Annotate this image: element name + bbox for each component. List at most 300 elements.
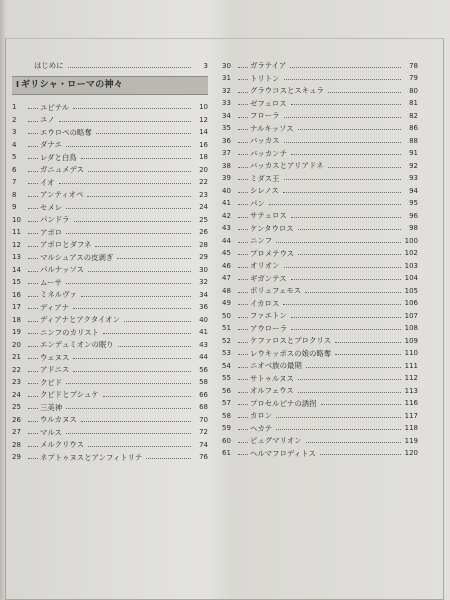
entry-title: バッカス — [250, 136, 280, 146]
dot-leader — [238, 429, 248, 430]
dot-leader — [124, 321, 191, 322]
toc-entry — [12, 324, 208, 337]
toc-entry — [222, 195, 418, 208]
dot-leader — [291, 104, 401, 105]
dot-leader — [276, 429, 401, 430]
entry-number: 37 — [222, 149, 231, 157]
toc-left-column — [12, 57, 208, 461]
entry-number: 45 — [222, 249, 231, 257]
entry-page: 25 — [199, 215, 208, 224]
dot-leader — [28, 296, 38, 297]
entry-title: イカロス — [250, 298, 280, 308]
entry-title: サテュロス — [250, 211, 287, 221]
entry-title: マルシュアスの皮剥ぎ — [40, 252, 114, 262]
toc-entry — [222, 95, 418, 108]
entry-title: ムーサ — [40, 277, 62, 287]
toc-entry — [12, 249, 208, 262]
entry-page: 68 — [199, 403, 208, 411]
dot-leader — [320, 454, 401, 455]
entry-page: 23 — [199, 190, 208, 199]
entry-number: 47 — [222, 274, 231, 282]
dot-leader — [81, 296, 191, 297]
dot-leader — [73, 108, 191, 109]
dot-leader — [283, 304, 401, 305]
entry-number: 22 — [12, 365, 21, 374]
dot-leader — [328, 92, 401, 93]
dot-leader — [88, 446, 191, 447]
entry-page: 70 — [199, 415, 208, 424]
entry-number: 53 — [222, 349, 231, 357]
entry-title: ダナエ — [40, 140, 62, 150]
entry-title: イオ — [40, 177, 55, 187]
toc-entry — [12, 399, 208, 412]
entry-number: 29 — [12, 453, 21, 461]
entry-title: レダと白鳥 — [40, 152, 77, 162]
dot-leader — [238, 92, 248, 93]
dot-leader — [284, 179, 401, 180]
entry-number: 31 — [222, 74, 231, 82]
entry-title: プロセルピナの誘拐 — [250, 398, 317, 408]
entry-title: プロメテウス — [250, 248, 295, 258]
dot-leader — [28, 146, 38, 147]
entry-page: 66 — [199, 390, 208, 399]
toc-entry — [222, 57, 418, 70]
entry-title: パンドラ — [40, 215, 70, 225]
dot-leader — [59, 183, 191, 184]
toc-entry — [222, 70, 418, 83]
entry-title: アポロとダフネ — [40, 240, 92, 250]
dot-leader — [28, 246, 38, 247]
toc-entry — [222, 295, 418, 308]
entry-page: 29 — [199, 253, 208, 261]
entry-title: バッカスとアリアドネ — [250, 161, 324, 171]
entry-number: 39 — [222, 174, 231, 182]
entry-page: 76 — [199, 453, 208, 461]
dot-leader — [238, 154, 248, 155]
dot-leader — [66, 433, 191, 434]
dot-leader — [328, 167, 401, 168]
toc-entry — [222, 432, 418, 445]
toc-entry — [12, 449, 208, 462]
entry-page: 82 — [409, 111, 418, 120]
dot-leader — [238, 329, 248, 330]
entry-number: 7 — [12, 178, 17, 186]
entry-number: 3 — [12, 128, 17, 136]
entry-title: ゼフュロス — [250, 98, 287, 108]
entry-title: アポロ — [40, 227, 63, 237]
entry-title: ヘルマフロディトス — [250, 448, 316, 458]
entry-page: 72 — [199, 428, 208, 436]
entry-title: ミダス王 — [250, 173, 280, 183]
entry-number: 41 — [222, 199, 231, 207]
entry-title: バッカンテ — [250, 148, 287, 158]
entry-number: 14 — [12, 265, 21, 274]
entry-page: 110 — [404, 349, 418, 357]
entry-number: 38 — [222, 161, 231, 170]
dot-leader — [96, 133, 191, 134]
entry-number: 42 — [222, 211, 231, 220]
dot-leader — [103, 396, 191, 397]
entry-page: 79 — [409, 74, 418, 82]
entry-number: 49 — [222, 299, 231, 307]
toc-entry — [12, 211, 208, 224]
dot-leader — [238, 342, 248, 343]
entry-title: ケファロスとプロクリス — [250, 336, 332, 346]
dot-leader — [238, 292, 248, 293]
toc-entry — [222, 120, 418, 133]
toc-right-column — [222, 57, 418, 457]
dot-leader — [28, 458, 38, 459]
dot-leader — [87, 196, 191, 197]
toc-entry — [222, 207, 418, 220]
dot-leader — [28, 333, 38, 334]
dot-leader — [117, 258, 191, 259]
dot-leader — [28, 321, 38, 322]
dot-leader — [238, 404, 248, 405]
entry-page: 18 — [199, 153, 208, 161]
entry-number: 6 — [12, 165, 17, 174]
entry-page: 119 — [404, 436, 418, 445]
entry-page: 117 — [404, 411, 418, 420]
entry-title: トリトン — [250, 73, 280, 83]
entry-page: 74 — [199, 440, 208, 449]
toc-entry — [222, 245, 418, 258]
entry-page: 91 — [409, 149, 418, 157]
entry-page: 104 — [404, 274, 418, 282]
dot-leader — [74, 221, 191, 222]
entry-number: 51 — [222, 324, 231, 332]
toc-entry — [12, 336, 208, 349]
dot-leader — [95, 246, 191, 247]
entry-title: ディアナとアクタイオン — [40, 315, 120, 325]
dot-leader — [66, 383, 191, 384]
entry-number: 55 — [222, 374, 231, 382]
dot-leader — [103, 333, 191, 334]
entry-page: 41 — [199, 328, 208, 336]
dot-leader — [298, 379, 401, 380]
entry-page: 120 — [404, 449, 418, 457]
dot-leader — [59, 121, 191, 122]
dot-leader — [28, 396, 38, 397]
entry-page: 78 — [409, 61, 418, 70]
dot-leader — [28, 433, 38, 434]
dot-leader — [238, 179, 248, 180]
entry-title: クピドとプシュケ — [40, 390, 99, 400]
entry-title: ヘカテ — [250, 423, 273, 433]
entry-number: 15 — [12, 278, 21, 286]
toc-entry — [222, 332, 418, 345]
dot-leader — [284, 142, 401, 143]
dot-leader — [276, 242, 401, 243]
dot-leader — [276, 417, 401, 418]
dot-leader — [298, 392, 401, 393]
toc-entry — [12, 199, 208, 212]
entry-title: メルクリウス — [40, 440, 84, 450]
toc-list-right — [222, 57, 418, 457]
entry-page: 88 — [409, 136, 418, 145]
dot-leader — [298, 254, 401, 255]
entry-title: クピド — [40, 377, 63, 387]
entry-number: 40 — [222, 186, 231, 195]
entry-page: 16 — [199, 140, 208, 149]
entry-number: 50 — [222, 311, 231, 320]
dot-leader — [283, 192, 401, 193]
entry-page: 116 — [404, 399, 418, 407]
entry-number: 61 — [222, 449, 231, 457]
dot-leader — [321, 404, 401, 405]
toc-entry — [12, 149, 208, 162]
entry-page: 22 — [199, 178, 208, 186]
entry-page: 86 — [409, 124, 418, 132]
dot-leader — [291, 217, 401, 218]
entry-page: 28 — [199, 240, 208, 249]
entry-number: 13 — [12, 253, 21, 261]
entry-page: 14 — [199, 128, 208, 136]
dot-leader — [238, 304, 248, 305]
intro-page: 3 — [203, 61, 208, 70]
dot-leader — [298, 229, 401, 230]
entry-title: パルナッソス — [40, 265, 85, 275]
dot-leader — [28, 283, 38, 284]
toc-entry — [222, 257, 418, 270]
toc-entry — [222, 382, 418, 395]
dot-leader — [28, 208, 38, 209]
toc-list-left — [12, 99, 208, 462]
entry-number: 21 — [12, 353, 21, 361]
dot-leader — [284, 117, 401, 118]
dot-leader — [238, 167, 248, 168]
entry-number: 24 — [12, 390, 21, 399]
entry-number: 43 — [222, 224, 231, 232]
toc-intro-entry — [12, 57, 208, 70]
entry-page: 43 — [199, 340, 208, 349]
toc-entry — [222, 170, 418, 183]
entry-page: 10 — [199, 103, 208, 111]
section-number: I — [16, 80, 19, 89]
toc-entry — [12, 274, 208, 287]
entry-number: 1 — [12, 103, 17, 111]
dot-leader — [238, 367, 248, 368]
dot-leader — [238, 204, 248, 205]
entry-title: セメレ — [40, 202, 63, 212]
toc-entry — [12, 136, 208, 149]
entry-title: エウロペの略奪 — [40, 127, 92, 137]
entry-number: 57 — [222, 399, 231, 407]
entry-page: 107 — [404, 311, 418, 320]
entry-number: 44 — [222, 236, 231, 245]
toc-entry — [222, 345, 418, 358]
dot-leader — [238, 254, 248, 255]
entry-number: 54 — [222, 361, 231, 370]
dot-leader — [238, 242, 248, 243]
dot-leader — [238, 454, 248, 455]
entry-page: 30 — [199, 265, 208, 274]
dot-leader — [284, 267, 402, 268]
entry-title: ケンタウロス — [250, 223, 294, 233]
dot-leader — [238, 142, 248, 143]
dot-leader — [28, 221, 38, 222]
toc-entry — [12, 299, 208, 312]
entry-number: 5 — [12, 153, 17, 161]
dot-leader — [28, 233, 38, 234]
entry-number: 48 — [222, 286, 231, 295]
dot-leader — [81, 158, 191, 159]
dot-leader — [28, 346, 38, 347]
entry-number: 46 — [222, 261, 231, 270]
toc-entry — [222, 395, 418, 408]
entry-number: 17 — [12, 303, 21, 311]
entry-number: 11 — [12, 228, 21, 236]
entry-number: 33 — [222, 99, 231, 107]
toc-entry — [12, 236, 208, 249]
entry-title: フローラ — [250, 111, 280, 121]
toc-entry — [222, 420, 418, 433]
entry-number: 10 — [12, 215, 21, 224]
entry-page: 20 — [199, 165, 208, 174]
entry-title: ピュグマリオン — [250, 436, 302, 446]
intro-title: はじめに — [34, 61, 64, 71]
entry-page: 102 — [404, 249, 418, 257]
entry-page: 80 — [409, 86, 418, 95]
dot-leader — [238, 279, 248, 280]
dot-leader — [28, 158, 38, 159]
entry-title: ミネルヴァ — [40, 290, 77, 300]
entry-title: シレノス — [250, 186, 279, 196]
toc-entry — [12, 161, 208, 174]
entry-title: ニンフ — [250, 236, 273, 246]
dot-leader — [88, 271, 191, 272]
dot-leader — [88, 171, 191, 172]
entry-page: 111 — [404, 361, 418, 370]
entry-page: 118 — [404, 424, 418, 432]
entry-number: 18 — [12, 315, 21, 324]
dot-leader — [66, 283, 191, 284]
dot-leader — [28, 196, 38, 197]
entry-page: 113 — [404, 386, 418, 395]
entry-page: 40 — [199, 315, 208, 324]
toc-entry — [12, 386, 208, 399]
dot-leader — [238, 229, 248, 230]
dot-leader — [238, 379, 248, 380]
dot-leader — [238, 267, 248, 268]
toc-entry — [222, 445, 418, 458]
entry-page: 92 — [409, 161, 418, 170]
dot-leader — [28, 258, 38, 259]
entry-number: 25 — [12, 403, 21, 411]
entry-title: ネプトゥヌスとアンフィトリテ — [40, 452, 143, 462]
toc-entry — [12, 99, 208, 112]
toc-entry — [222, 357, 418, 370]
toc-entry — [222, 182, 418, 195]
dot-leader — [118, 346, 191, 347]
dot-leader — [238, 79, 248, 80]
toc-entry — [222, 157, 418, 170]
dot-leader — [291, 329, 401, 330]
dot-leader — [238, 129, 248, 130]
entry-number: 59 — [222, 424, 231, 432]
entry-page: 34 — [199, 290, 208, 299]
toc-entry — [12, 311, 208, 324]
dot-leader — [28, 446, 38, 447]
entry-number: 56 — [222, 386, 231, 395]
dot-leader — [28, 171, 38, 172]
entry-title: ファエトン — [250, 311, 287, 321]
entry-title: アウローラ — [250, 323, 287, 333]
toc-entry — [12, 374, 208, 387]
dot-leader — [291, 317, 401, 318]
dot-leader — [28, 308, 38, 309]
dot-leader — [238, 317, 248, 318]
dot-leader — [238, 192, 248, 193]
entry-page: 105 — [404, 286, 418, 295]
toc-entry — [12, 111, 208, 124]
dot-leader — [28, 383, 38, 384]
toc-entry — [12, 224, 208, 237]
entry-title: 三美神 — [40, 402, 63, 412]
entry-page: 12 — [199, 115, 208, 124]
entry-number: 34 — [222, 111, 231, 120]
entry-title: ニンフのカリスト — [40, 327, 99, 337]
dot-leader — [291, 154, 401, 155]
entry-page: 24 — [199, 203, 208, 211]
toc-entry — [222, 107, 418, 120]
entry-page: 112 — [404, 374, 418, 382]
dot-leader — [28, 133, 38, 134]
entry-title: オリオン — [250, 261, 280, 271]
toc-entry — [222, 232, 418, 245]
dot-leader — [335, 342, 401, 343]
entry-number: 60 — [222, 436, 231, 445]
entry-title: ガラテイア — [250, 61, 287, 71]
entry-number: 2 — [12, 115, 17, 124]
entry-page: 44 — [199, 353, 208, 361]
entry-number: 23 — [12, 378, 21, 386]
entry-page: 26 — [199, 228, 208, 236]
entry-number: 58 — [222, 411, 231, 420]
dot-leader — [28, 371, 38, 372]
dot-leader — [298, 129, 401, 130]
dot-leader — [81, 421, 191, 422]
entry-page: 58 — [199, 378, 208, 386]
entry-title: パン — [250, 198, 265, 208]
entry-number: 8 — [12, 190, 17, 199]
entry-number: 30 — [222, 61, 231, 70]
toc-entry — [12, 424, 208, 437]
dot-leader — [66, 233, 191, 234]
entry-number: 35 — [222, 124, 231, 132]
entry-title: ガニュメデス — [40, 165, 85, 175]
dot-leader — [28, 408, 38, 409]
entry-number: 52 — [222, 336, 231, 345]
entry-title: ウェヌス — [40, 352, 70, 362]
dot-leader — [28, 183, 38, 184]
entry-title: エンデュミオンの眠り — [40, 340, 114, 350]
entry-title: ポリュフェモス — [250, 286, 302, 296]
dot-leader — [306, 367, 401, 368]
entry-title: アドニス — [40, 365, 70, 375]
entry-number: 12 — [12, 240, 21, 249]
entry-page: 56 — [199, 365, 208, 374]
dot-leader — [238, 67, 248, 68]
toc-entry — [12, 349, 208, 362]
dot-leader — [269, 204, 401, 205]
dot-leader — [335, 354, 401, 355]
toc-entry — [222, 370, 418, 383]
entry-page: 108 — [404, 324, 418, 332]
toc-entry — [12, 124, 208, 137]
entry-title: ナルキッソス — [250, 123, 294, 133]
toc-entry — [222, 407, 418, 420]
